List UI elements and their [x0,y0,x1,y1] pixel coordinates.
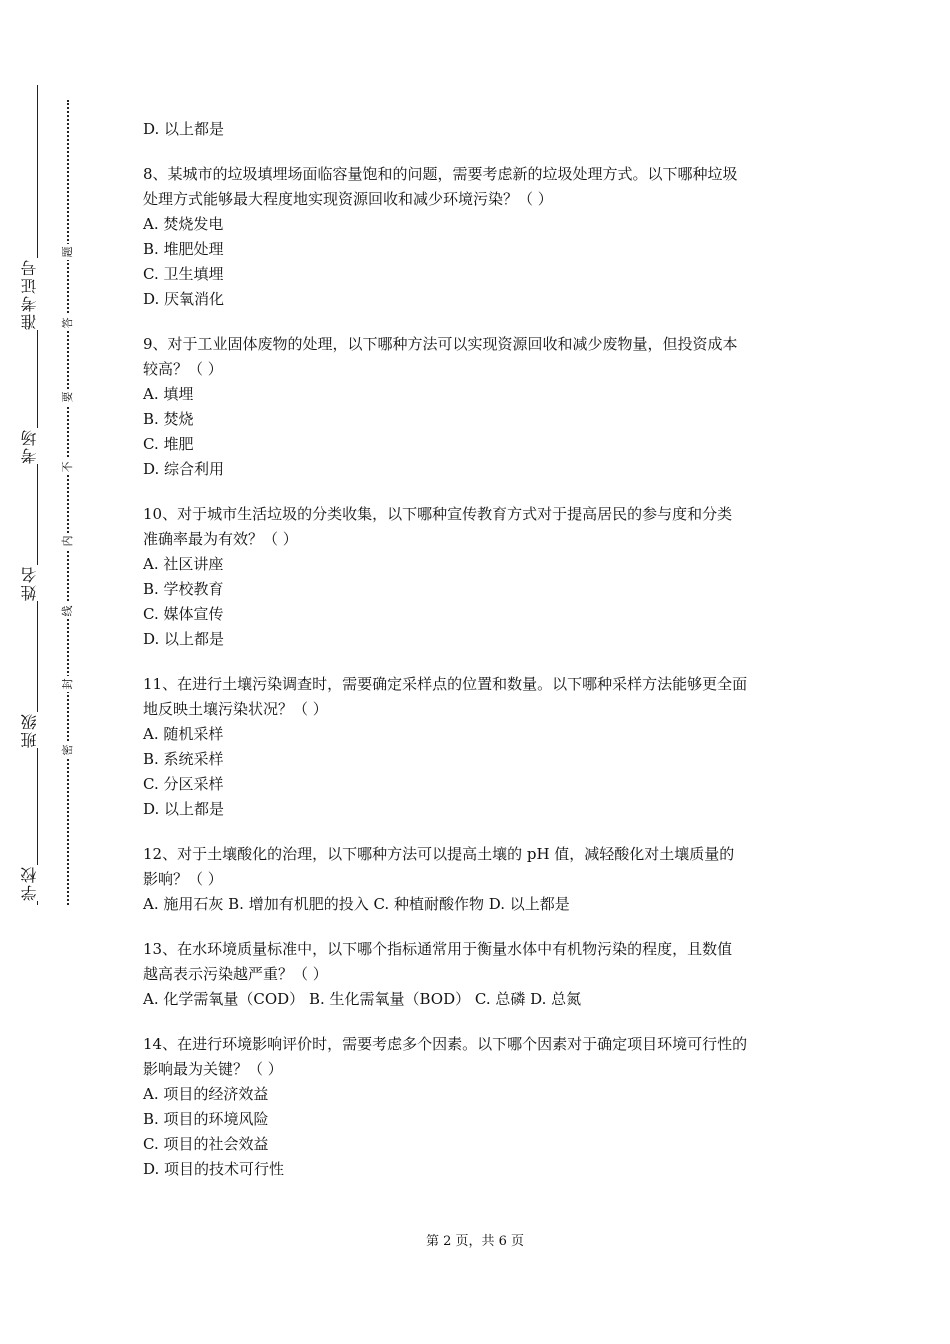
answer-option: D. 项目的技术可行性 [143,1160,285,1178]
question-text: 影响？（ ） [143,870,223,888]
seal-char: 不 [61,459,75,475]
field-school: 学校 [18,865,58,901]
question-gap [143,1012,813,1032]
field-class: 班级 [18,712,58,748]
answer-option: B. 项目的环境风险 [143,1110,269,1128]
answer-option: C. 卫生填埋 [143,265,224,283]
answer-option: A. 填埋 [143,385,194,403]
seal-char: 要 [61,389,75,405]
answer-option: D. 综合利用 [143,460,225,478]
question-text: 较高？（ ） [143,360,223,378]
seal-char: 题 [61,244,75,260]
answer-option: C. 项目的社会效益 [143,1135,269,1153]
answer-option: D. 以上都是 [143,800,225,818]
question-content [143,117,813,1182]
question-text: 11、在进行土壤污染调查时，需要确定采样点的位置和数量。以下哪种采样方法能够更全面 [143,675,748,693]
answer-option: C. 媒体宣传 [143,605,224,623]
answer-option: D. 以上都是 [143,630,225,648]
seal-dotted-line [67,100,69,905]
question-text: 影响最为关键？（ ） [143,1060,283,1078]
question-gap [143,142,813,162]
question-text: 9、对于工业固体废物的处理，以下哪种方法可以实现资源回收和减少废物量，但投资成本 [143,335,738,353]
answer-option: A. 项目的经济效益 [143,1085,269,1103]
question-gap [143,917,813,937]
question-text: 14、在进行环境影响评价时，需要考虑多个因素。以下哪个因素对于确定项目环境可行性的 [143,1035,748,1053]
field-exam-number: 准考证号 [18,258,58,330]
answer-option: C. 堆肥 [143,435,194,453]
question-gap [143,482,813,502]
answer-option: A. 焚烧发电 [143,215,224,233]
seal-char: 封 [61,676,75,692]
answer-option: A. 随机采样 [143,725,224,743]
answer-option: B. 学校教育 [143,580,224,598]
answer-option: D. 以上都是 [143,120,225,138]
seal-char: 内 [61,533,75,549]
answer-option: B. 焚烧 [143,410,194,428]
question-gap [143,822,813,842]
binding-margin [0,0,110,1344]
answer-option: D. 厌氧消化 [143,290,225,308]
question-text: 10、对于城市生活垃圾的分类收集，以下哪种宣传教育方式对于提高居民的参与度和分类 [143,505,733,523]
seal-char: 线 [61,603,75,619]
question-text: 地反映土壤污染状况？（ ） [143,700,328,718]
answer-option: B. 系统采样 [143,750,224,768]
question-text: 越高表示污染越严重？（ ） [143,965,328,983]
question-text: 12、对于土壤酸化的治理，以下哪种方法可以提高土壤的 pH 值，减轻酸化对土壤质量的 [143,845,735,863]
answer-option: C. 分区采样 [143,775,224,793]
question-gap [143,312,813,332]
question-text: 8、某城市的垃圾填埋场面临容量饱和的问题，需要考虑新的垃圾处理方式。以下哪种垃圾 [143,165,738,183]
field-name: 姓名 [18,565,58,601]
question-text: 13、在水环境质量标准中，以下哪个指标通常用于衡量水体中有机物污染的程度，且数值 [143,940,733,958]
page-footer: 第 2 页，共 6 页 [425,1234,525,1249]
seal-char: 密 [61,742,75,758]
question-text: 准确率最为有效？（ ） [143,530,298,548]
question-text: 处理方式能够最大程度地实现资源回收和减少环境污染？（ ） [143,190,553,208]
answer-option: A. 施用石灰 B. 增加有机肥的投入 C. 种植耐酸作物 D. 以上都是 [143,895,570,913]
binding-solid-line [37,85,38,905]
question-gap [143,652,813,672]
field-exam-room: 考场 [18,428,58,464]
answer-option: B. 堆肥处理 [143,240,224,258]
answer-option: A. 社区讲座 [143,555,224,573]
seal-char: 答 [61,315,75,331]
answer-option: A. 化学需氧量（COD） B. 生化需氧量（BOD） C. 总磷 D. 总氮 [143,990,582,1008]
